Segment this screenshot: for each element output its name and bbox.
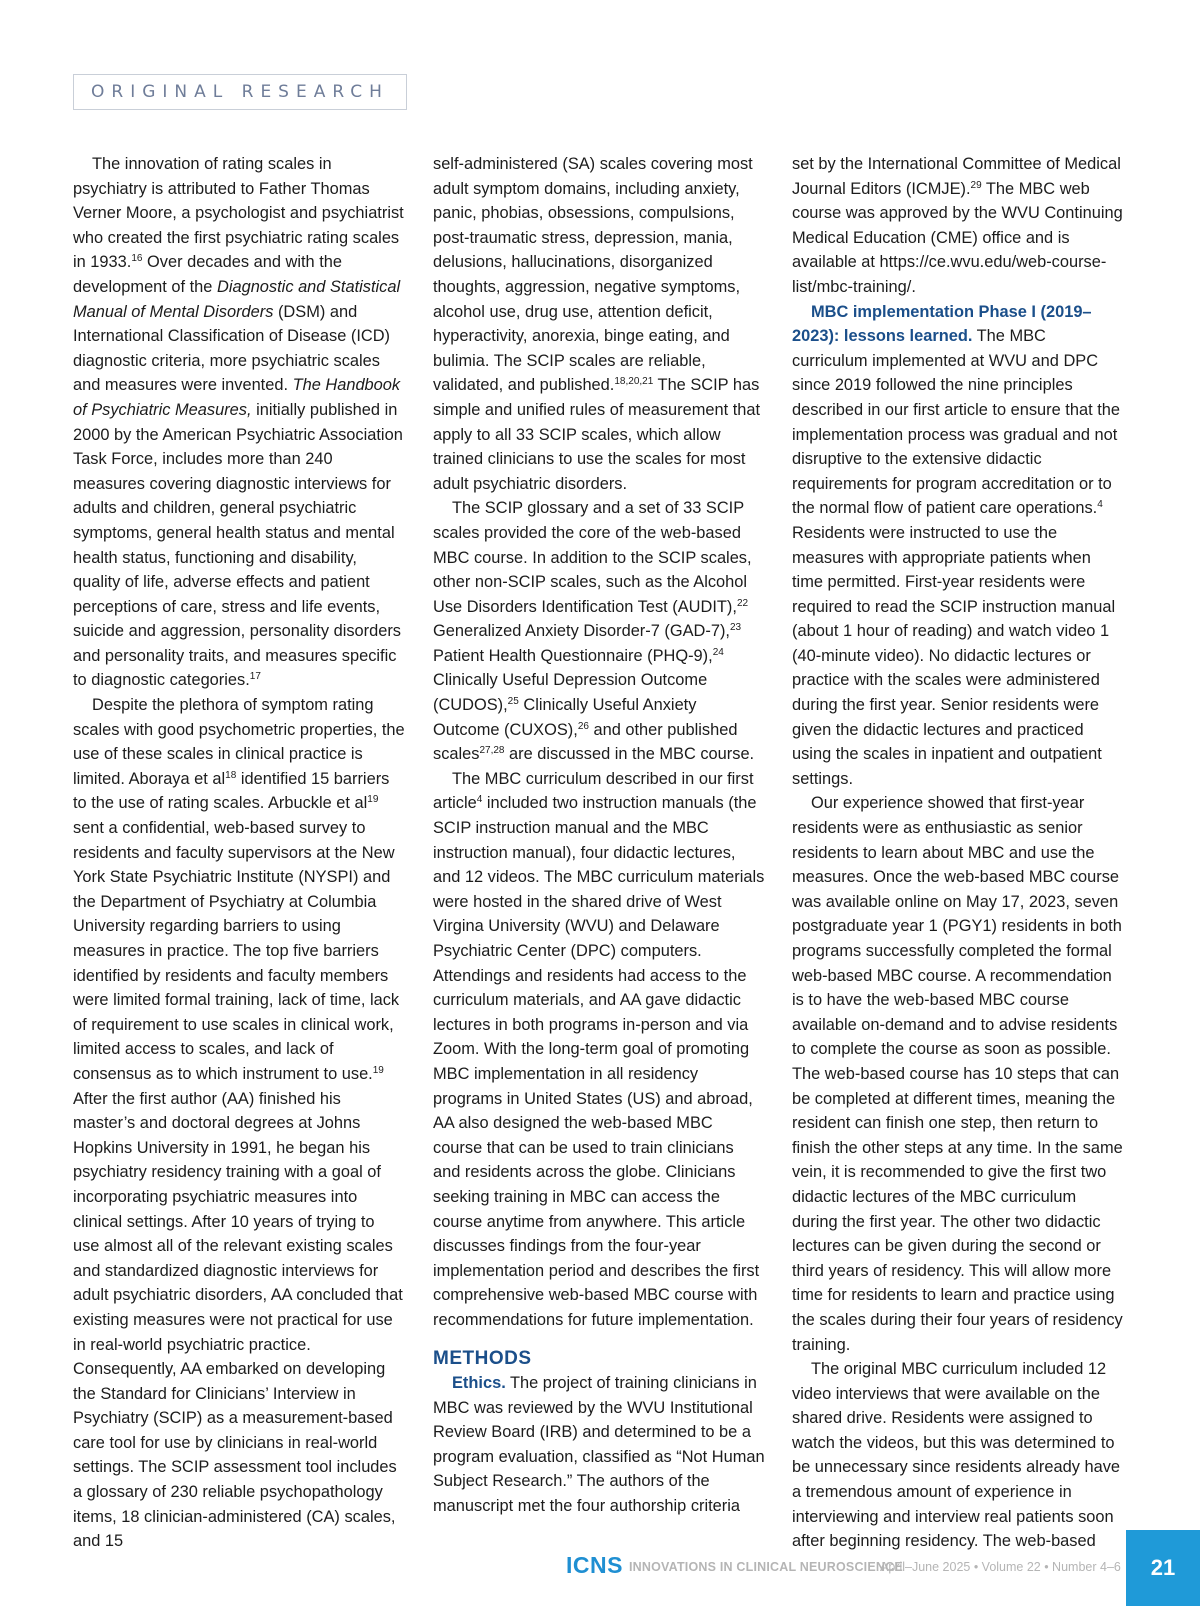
paragraph: Despite the plethora of symptom rating scales with good psychometric properties, the use of these scales in clinical practice is limited. Aboraya et $al^{18}$ identified 15 barriers to the use of rating scales. Arbuckle et $al^{19}$ sent a confidential, web-based survey to residents and faculty supervisors at the New York State Psychiatric Institute (NYSPI) and the Department of Psychiatry at Columbia University regarding barriers to using measures in practice. The top five barriers identified by residents and faculty members were limited formal training, lack of time, lack of requirement to use scales in clinical work, limited access to scales, and lack of consensus as to which instrument to use.$^{19}$ After the first author (AA) finished his master’s and doctoral degrees at Johns Hopkins University in 1991, he began his psychiatry residency training with a goal of incorporating psychiatric measures into clinical settings. After 10 years of trying to use almost all of the relevant existing scales and standardized diagnostic interviews for adult psychiatric disorders, AA concluded that existing measures were not practical for use in real-world psychiatric practice. Consequently, AA embarked on developing the Standard for Clinicians’ Interview in Psychiatry (SCIP) as a measurement-based care tool for use by clinicians in real-world settings. The SCIP assessment tool includes a glossary of 230 reliable psychopathology items, 18 clinician-administered (CA) scales, and 15 [73,696,405,1551]
paragraph: Our experience showed that first-year residents were as enthusiastic as senior residents to learn about MBC and use the measures. Once the web-based MBC course was available online on May 17, 2023, seven postgraduate year 1 (PGY1) residents in both programs successfully completed the formal web-based MBC course. A recommendation is to have the web-based MBC course available on-demand and to advise residents to complete the course as soon as possible. The web-based course has 10 steps that can be completed at different times, meaning the resident can finish one step, then return to finish the other steps at any time. In the same vein, it is recommended to give the first two didactic lectures of the MBC curriculum during the first year. The other two didactic lectures can be given during the second or third years of residency. This will allow more time for residents to learn and practice using the scales during their four years of residency training. [792,794,1123,1354]
page-number: 21 [1126,1530,1200,1606]
column-3 [792,152,1124,1554]
paragraph: The MBC curriculum described in our first article$^4$ included two instruction manuals (the SCIP instruction manual and the MBC instruction manual), four didactic lectures, and 12 videos. The MBC curriculum materials were hosted in the shared drive of West Virgina University (WVU) and Delaware Psychiatric Center (DPC) computers. Attendings and residents had access to the curriculum materials, and AA gave didactic lectures in both programs in-person and via Zoom. With the long-term goal of promoting MBC implementation in all residency programs in United States (US) and abroad, AA also designed the web-based MBC course that can be used to train clinicians and residents across the globe. Clinicians seeking training in MBC can access the course anytime from anywhere. This article discusses findings from the four-year implementation period and describes the first comprehensive web-based MBC course with recommendations for future implementation. [433,769,765,1329]
paragraph: The original MBC curriculum included 12 video interviews that were available on the shared drive. Residents were assigned to watch the videos, but this was determined to be unnecessary since residents already have a tremendous amount of experience in interviewing and interview real patients soon after beginning residency. The web-based [792,1360,1121,1551]
paragraph: The innovation of rating scales in psychiatry is attributed to Father Thomas Verner Moore, a psychologist and psychiatrist who created the first psychiatric rating scales in 1933.16 Over decades and with the development of the Diagnostic and Statistical Manual of Mental Disorders (DSM) and International Classification of Disease (ICD) diagnostic criteria, more psychiatric scales and measures were invented. The Handbook of Psychiatric Measures, initially published in 2000 by the American Psychiatric Association Task Force, includes more than 240 measures covering diagnostic interviews for adults and children, general psychiatric symptoms, general health status and mental health status, functioning and disability, quality of life, adverse effects and patient perceptions of care, stress and life events, suicide and aggression, personality disorders and personality traits, and measures specific to diagnostic categories.$^{17}$ [73,155,404,690]
issue-info: April–June 2025 • Volume 22 • Number 4–6 [880,1560,1121,1574]
section-label: ORIGINAL RESEARCH [73,74,407,110]
journal-name: INNOVATIONS IN CLINICAL NEUROSCIENCE [629,1560,903,1574]
paragraph: Ethics. The project of training clinicians in MBC was reviewed by the WVU Institutional Review Board (IRB) and determined to be a program evaluation, classified as “Not Human Subject Research.” The authors of the manuscript met the four authorship criteria [433,1374,765,1516]
phase-subhead: MBC implementation Phase I (2019–2023): lessons learned. [792,302,1092,346]
column-1 [73,152,405,1554]
paragraph: MBC implementation Phase I (2019–2023): lessons learned. The MBC curriculum implemented at WVU and DPC since 2019 followed the nine principles described in our first article to ensure that the implementation process was gradual and not disruptive to the extensive didactic requirements for program accreditation or to the normal flow of patient care operations.$^4$ Residents were instructed to use the measures with appropriate patients when time permitted. First-year residents were required to read the SCIP instruction manual (about 1 hour of reading) and watch video 1 (40-minute video). No didactic lectures or practice with the scales were administered during the first year. Senior residents were given the didactic lectures and practiced using the scales in inpatient and outpatient settings. [792,302,1120,788]
paragraph: The SCIP glossary and a set of 33 SCIP scales provided the core of the web-based MBC course. In addition to the SCIP scales, other non-SCIP scales, such as the Alcohol Use Disorders Identification Test (AUDIT),$^{22}$ Generalized Anxiety Disorder-7 (GAD-7),$^{23}$ Patient Health Questionnaire (PHQ-9),$^{24}$ Clinically Useful Depression Outcome (CUDOS),$^{25}$ Clinically Useful Anxiety Outcome (CUXOS),$^{26}$ and other published scales$^{27,28}$ are discussed in the MBC course. [433,499,755,764]
column-2 [433,152,765,1519]
journal-logo: ICNS [566,1552,623,1578]
page-footer [0,1530,1200,1606]
paragraph: self-administered (SA) scales covering most adult symptom domains, including anxiety, panic, phobias, obsessions, compulsions, post-traumatic stress, depression, mania, delusions, hallucinations, disorganized thoughts, aggression, negative symptoms, alcohol use, drug use, attention deficit, hyperactivity, anorexia, binge eating, and bulimia. The SCIP scales are reliable, validated, and published.$^{18,20,21}$ The SCIP has simple and unified rules of measurement that apply to all 33 SCIP scales, which allow trained clinicians to use the scales for most adult psychiatric disorders. [433,155,761,493]
ethics-subhead: Ethics. [452,1374,506,1393]
methods-heading: METHODS [433,1347,532,1369]
paragraph: set by the International Committee of Medical Journal Editors (ICMJE).$^{29}$ The MBC web course was approved by the WVU Continuing Medical Education (CME) office and is available at https://ce.wvu.edu/web-course-list/mbc-training/. [792,155,1123,296]
